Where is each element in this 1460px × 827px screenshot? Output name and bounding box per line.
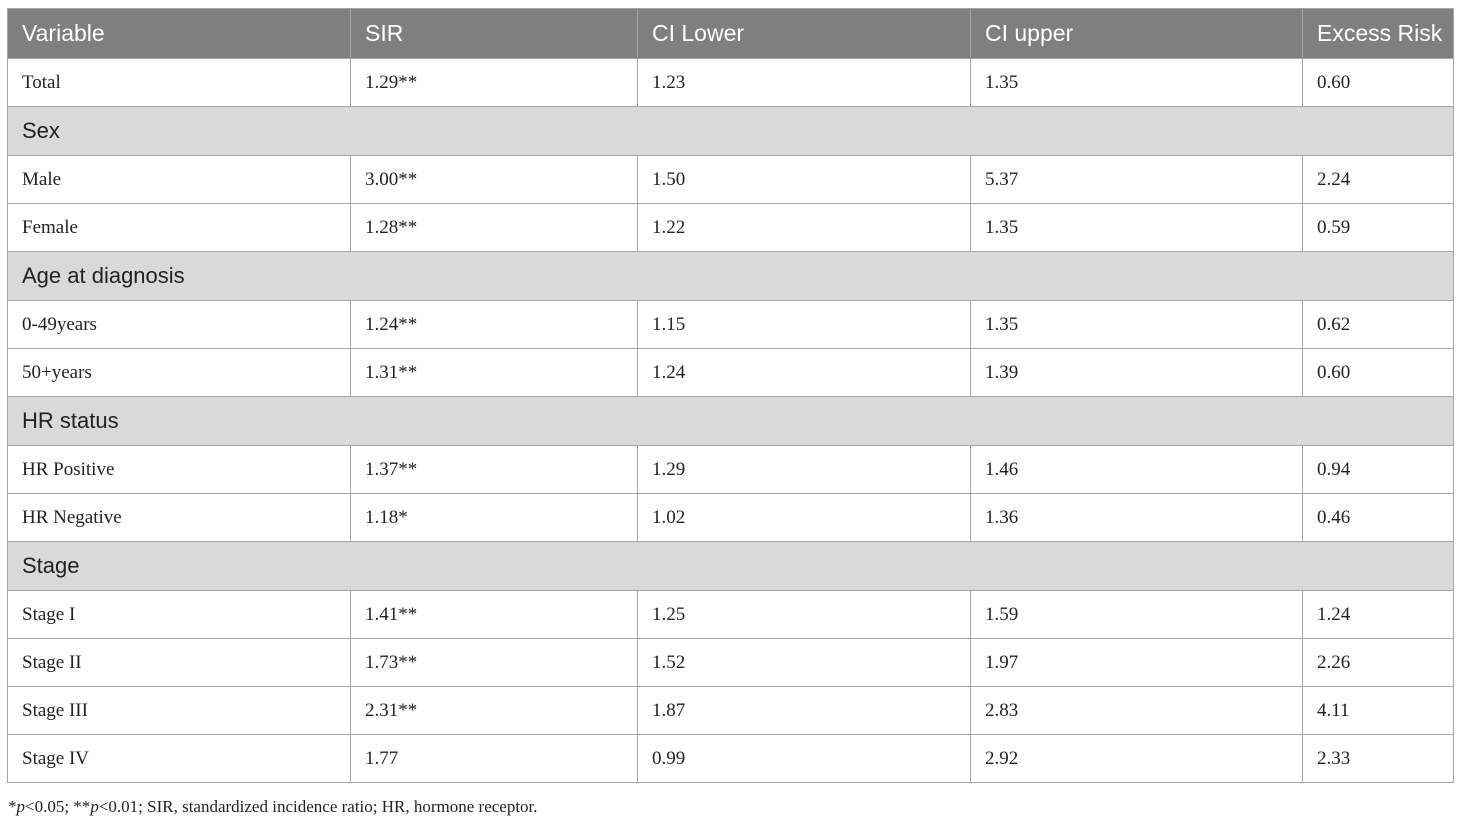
section-row [8, 252, 1454, 301]
table-row [8, 639, 1454, 687]
cell-sir: 1.73** [351, 639, 638, 687]
table-footnote [8, 797, 538, 817]
results-table [7, 8, 1454, 783]
cell-ci-upper: 1.39 [971, 349, 1303, 397]
cell-excess-risk: 0.46 [1303, 494, 1454, 542]
table-row [8, 59, 1454, 107]
header-excess-risk: Excess Risk [1303, 9, 1454, 59]
cell-variable: Stage II [8, 639, 351, 687]
cell-sir: 1.37** [351, 446, 638, 494]
cell-ci-lower: 1.87 [638, 687, 971, 735]
table-row [8, 735, 1454, 783]
section-row [8, 397, 1454, 446]
table-row [8, 446, 1454, 494]
header-ci-upper: CI upper [971, 9, 1303, 59]
cell-ci-upper: 1.35 [971, 59, 1303, 107]
header-sir: SIR [351, 9, 638, 59]
section-label: HR status [8, 397, 1454, 446]
header-row [8, 9, 1454, 59]
cell-ci-lower: 1.25 [638, 591, 971, 639]
cell-variable: Male [8, 156, 351, 204]
cell-sir: 1.24** [351, 301, 638, 349]
cell-sir: 1.31** [351, 349, 638, 397]
table-body [8, 59, 1454, 783]
footnote-p-symbol: p [90, 797, 99, 816]
cell-excess-risk: 4.11 [1303, 687, 1454, 735]
cell-ci-lower: 0.99 [638, 735, 971, 783]
cell-sir: 1.28** [351, 204, 638, 252]
cell-variable: Stage III [8, 687, 351, 735]
cell-variable: 0-49years [8, 301, 351, 349]
table-row [8, 494, 1454, 542]
cell-ci-upper: 1.36 [971, 494, 1303, 542]
cell-sir: 3.00** [351, 156, 638, 204]
cell-variable: HR Negative [8, 494, 351, 542]
section-row [8, 107, 1454, 156]
cell-sir: 1.41** [351, 591, 638, 639]
cell-variable: Stage IV [8, 735, 351, 783]
cell-ci-upper: 2.83 [971, 687, 1303, 735]
cell-excess-risk: 0.60 [1303, 349, 1454, 397]
cell-ci-lower: 1.24 [638, 349, 971, 397]
cell-sir: 1.77 [351, 735, 638, 783]
table-header [8, 9, 1454, 59]
cell-ci-lower: 1.22 [638, 204, 971, 252]
cell-variable: Stage I [8, 591, 351, 639]
cell-variable: 50+years [8, 349, 351, 397]
cell-ci-lower: 1.02 [638, 494, 971, 542]
cell-excess-risk: 0.94 [1303, 446, 1454, 494]
cell-ci-upper: 1.46 [971, 446, 1303, 494]
cell-excess-risk: 2.26 [1303, 639, 1454, 687]
cell-ci-lower: 1.52 [638, 639, 971, 687]
cell-ci-upper: 1.97 [971, 639, 1303, 687]
cell-variable: Female [8, 204, 351, 252]
footnote-text-2: <0.01; SIR, standardized incidence ratio; HR, hormone receptor. [98, 797, 538, 816]
cell-ci-lower: 1.29 [638, 446, 971, 494]
header-ci-lower: CI Lower [638, 9, 971, 59]
cell-excess-risk: 2.24 [1303, 156, 1454, 204]
cell-ci-lower: 1.23 [638, 59, 971, 107]
cell-ci-lower: 1.15 [638, 301, 971, 349]
cell-sir: 1.29** [351, 59, 638, 107]
cell-ci-upper: 5.37 [971, 156, 1303, 204]
table-row [8, 349, 1454, 397]
cell-ci-upper: 1.35 [971, 301, 1303, 349]
footnote-text-1: <0.05; ** [25, 797, 91, 816]
cell-excess-risk: 1.24 [1303, 591, 1454, 639]
section-row [8, 542, 1454, 591]
cell-sir: 1.18* [351, 494, 638, 542]
cell-ci-upper: 1.35 [971, 204, 1303, 252]
table-row [8, 687, 1454, 735]
section-label: Sex [8, 107, 1454, 156]
cell-ci-upper: 2.92 [971, 735, 1303, 783]
cell-ci-lower: 1.50 [638, 156, 971, 204]
cell-ci-upper: 1.59 [971, 591, 1303, 639]
footnote-star: * [8, 797, 17, 816]
cell-excess-risk: 2.33 [1303, 735, 1454, 783]
cell-excess-risk: 0.59 [1303, 204, 1454, 252]
section-label: Age at diagnosis [8, 252, 1454, 301]
footnote-p-symbol: p [16, 797, 25, 816]
cell-variable: Total [8, 59, 351, 107]
section-label: Stage [8, 542, 1454, 591]
table-row [8, 301, 1454, 349]
cell-variable: HR Positive [8, 446, 351, 494]
table-row [8, 591, 1454, 639]
table-row [8, 204, 1454, 252]
cell-excess-risk: 0.62 [1303, 301, 1454, 349]
cell-excess-risk: 0.60 [1303, 59, 1454, 107]
header-variable: Variable [8, 9, 351, 59]
table-row [8, 156, 1454, 204]
cell-sir: 2.31** [351, 687, 638, 735]
